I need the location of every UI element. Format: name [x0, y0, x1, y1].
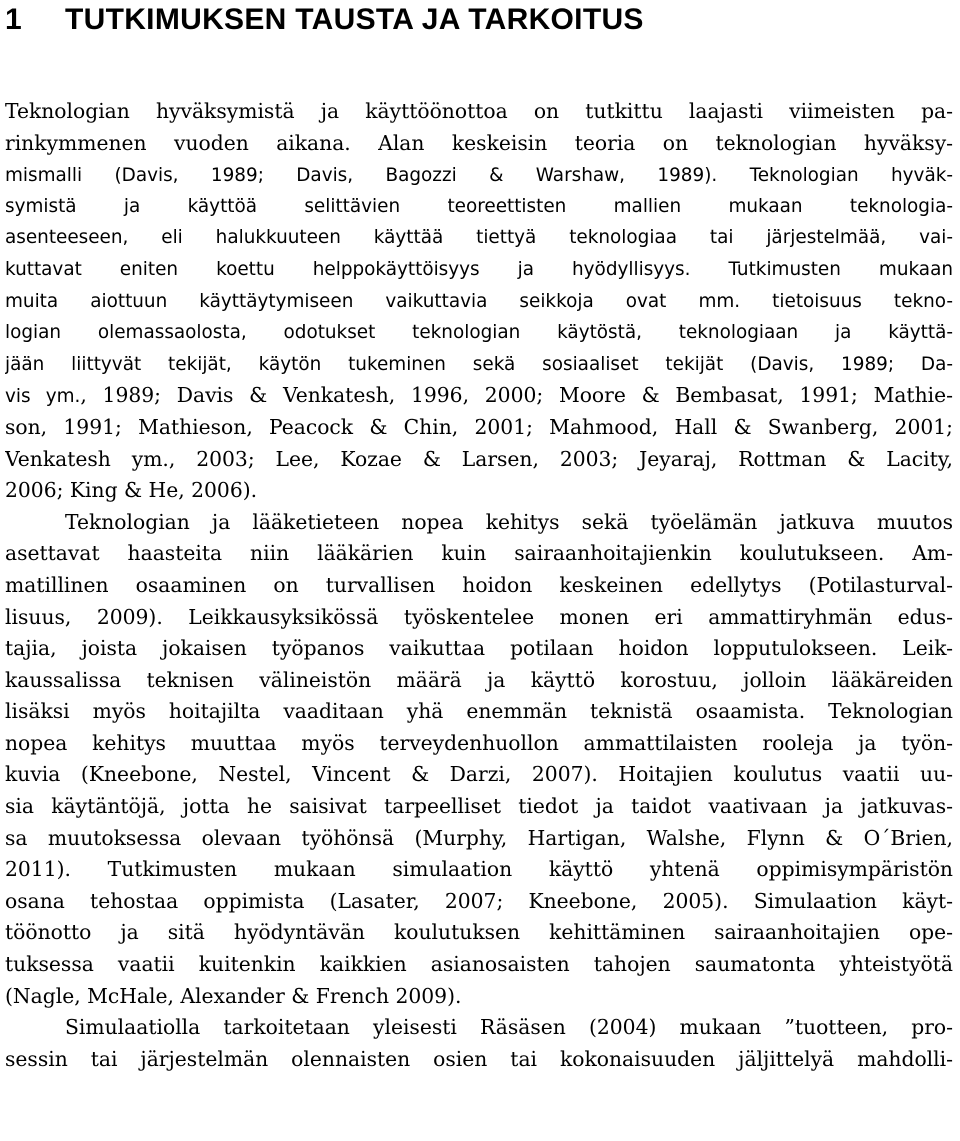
text-line: Simulaatiolla tarkoitetaan yleisesti Räsäsen (2004) mukaan ”tuotteen, pro- [65, 1015, 953, 1040]
body-text [5, 96, 953, 1075]
text-line: (Nagle, McHale, Alexander & French 2009). [5, 983, 462, 1008]
chapter-heading [5, 0, 953, 38]
text-line: rinkymmenen vuoden aikana. Alan keskeisin teoria on teknologian hyväksy- [5, 130, 953, 155]
text-line: asettavat haasteita niin lääkärien kuin sairaanhoitajienkin koulutukseen. Am- [5, 541, 953, 566]
text-line: töönotto ja sitä hyödyntävän koulutuksen kehittäminen sairaanhoitajien ope- [5, 920, 953, 945]
text-line: lisuus, 2009). Leikkausyksikössä työskentelee monen eri ammattiryhmän edus- [5, 604, 953, 629]
text-line [5, 380, 953, 412]
document-page [5, 0, 953, 1075]
text-line: tuksessa vaatii kuitenkin kaikkien asianosaisten tahojen saumatonta yhteistyötä [5, 952, 953, 977]
text-line: matillinen osaaminen on turvallisen hoidon keskeinen edellytys (Potilasturval- [5, 572, 953, 597]
text-line [5, 159, 953, 191]
text-segment: vis ym. [5, 386, 81, 408]
text-line: lisäksi myös hoitajilta vaaditaan yhä enemmän teknistä osaamista. Teknologian [5, 699, 953, 724]
text-line: nopea kehitys muuttaa myös terveydenhuollon ammattilaisten rooleja ja työn- [5, 730, 953, 755]
text-line: son, 1991; Mathieson, Peacock & Chin, 2001; Mahmood, Hall & Swanberg, 2001; [5, 414, 953, 439]
text-line: logian olemassaolosta, odotukset teknologian käytöstä, teknologiaan ja käyttä- [5, 322, 953, 344]
chapter-number: 1 [5, 3, 22, 36]
text-segment: mismalli (Davis, 1989; Davis, Bagozzi & Warshaw, 1989). [5, 165, 750, 187]
text-line: Teknologian ja lääketieteen nopea kehitys sekä työelämän jatkuva muutos [65, 509, 953, 534]
text-line: symistä ja käyttöä selittävien teoreettisten mallien mukaan teknologia- [5, 195, 953, 217]
text-line: 2011). Tutkimusten mukaan simulaation käyttö yhtenä oppimisympäristön [5, 857, 953, 882]
text-line: asenteeseen, eli halukkuuteen käyttää tiettyä teknologiaa tai järjestelmää, vai- [5, 227, 953, 249]
chapter-title: TUTKIMUKSEN TAUSTA JA TARKOITUS [65, 3, 644, 36]
text-line: 2006; King & He, 2006). [5, 478, 258, 503]
text-line: kaussalissa teknisen välineistön määrä ja käyttö korostuu, jolloin lääkäreiden [5, 667, 953, 692]
text-line: tajia, joista jokaisen työpanos vaikuttaa potilaan hoidon lopputulokseen. Leik- [5, 636, 953, 661]
text-line: kuttavat eniten koettu helppokäyttöisyys ja hyödyllisyys. Tutkimusten mukaan [5, 258, 953, 280]
text-line: kuvia (Kneebone, Nestel, Vincent & Darzi, 2007). Hoitajien koulutus vaatii uu- [5, 762, 953, 787]
text-line: Teknologian hyväksymistä ja käyttöönottoa on tutkittu laajasti viimeisten pa- [5, 99, 953, 123]
text-line: jään liittyvät tekijät, käytön tukeminen sekä sosiaaliset tekijät (Davis, 1989; Da- [5, 353, 953, 375]
text-line: muita aiottuun käyttäytymiseen vaikuttavia seikkoja ovat mm. tietoisuus tekno- [5, 290, 953, 312]
text-segment: Teknologian hyväk- [749, 165, 953, 187]
text-segment: , 1989; Davis & Venkatesh, 1996, 2000; Moore & Bembasat, 1991; Mathie- [80, 383, 953, 408]
text-line: sia käytäntöjä, jotta he saisivat tarpeelliset tiedot ja taidot vaativaan ja jatkuvas- [5, 794, 953, 819]
text-line: sessin tai järjestelmän olennaisten osien tai kokonaisuuden jäljittelyä mahdolli- [5, 1046, 953, 1071]
text-line: osana tehostaa oppimista (Lasater, 2007; Kneebone, 2005). Simulaation käyt- [5, 888, 953, 913]
text-line: sa muutoksessa olevaan työhönsä (Murphy, Hartigan, Walshe, Flynn & O´Brien, [5, 825, 953, 850]
text-line: Venkatesh ym., 2003; Lee, Kozae & Larsen, 2003; Jeyaraj, Rottman & Lacity, [5, 446, 953, 471]
